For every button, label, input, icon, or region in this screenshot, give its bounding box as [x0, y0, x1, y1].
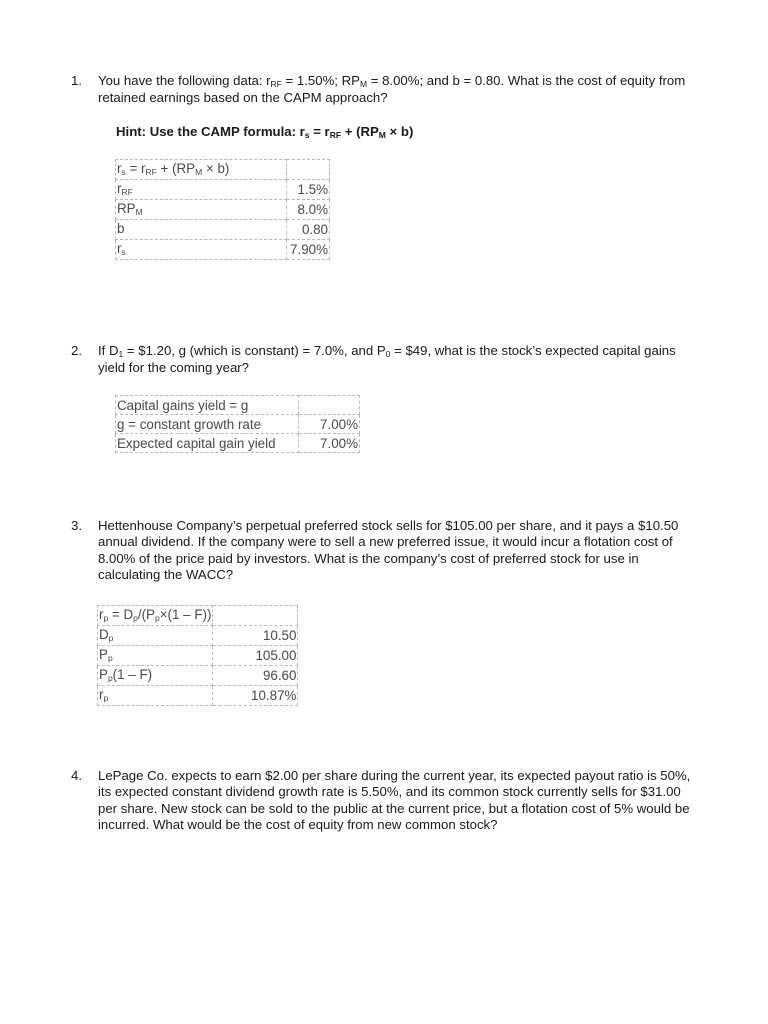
table-row	[98, 666, 298, 686]
question-number: 4.	[71, 768, 82, 783]
value-cell: 96.60	[213, 666, 298, 686]
table-row	[116, 396, 360, 415]
text-segment: × b)	[385, 124, 414, 139]
question-2	[71, 343, 691, 377]
label-cell: $r_{RF}$	[116, 180, 287, 200]
subscript: s	[304, 130, 310, 140]
hint-text	[116, 124, 413, 139]
label-cell: $P_p(1 - F)$	[98, 666, 213, 686]
label-cell: Capital gains yield = g	[116, 396, 299, 415]
text-segment: If D	[98, 343, 119, 358]
label-cell: b	[116, 220, 287, 240]
label-cell: $r_s$	[116, 240, 287, 260]
value-cell: 10.50	[213, 626, 298, 646]
subscript: 1	[118, 349, 124, 359]
text-segment: = r	[309, 124, 330, 139]
question-number: 3.	[71, 518, 82, 533]
value-cell: 8.0%	[287, 200, 330, 220]
subscript: RF	[329, 130, 342, 140]
label-cell: $RP_M$	[116, 200, 287, 220]
text-segment: + (RP	[341, 124, 379, 139]
question-3	[71, 518, 691, 584]
question-text	[98, 73, 691, 107]
text-segment: = 1.50%; RP	[281, 73, 360, 88]
question-text: LePage Co. expects to earn $2.00 per share during the current year, its expected payout ratio is 50%, its expected constant dividend growth rate is 5.50%, and its common stock currently sells for $31.00 per share. New stock can be sold to the public at the current price, but a flotation cost of 5% would be incurred. What would be the cost of equity from new common stock?	[98, 768, 691, 833]
value-cell: 10.87%	[213, 686, 298, 706]
formula-cell: $r_p = D_p/(P_p\times(1 - F))$	[98, 606, 213, 626]
table-row	[98, 606, 298, 626]
text-segment: Hint: Use the CAMP formula: r	[116, 124, 305, 139]
value-cell	[299, 396, 360, 415]
table-row	[116, 180, 330, 200]
value-cell: 7.00%	[299, 415, 360, 434]
question-4	[71, 768, 691, 834]
value-cell	[287, 160, 330, 180]
label-cell: $D_p$	[98, 626, 213, 646]
label-cell: $P_p$	[98, 646, 213, 666]
text-segment: = $1.20, g (which is constant) = 7.0%, and P	[123, 343, 386, 358]
value-cell: 0.80	[287, 220, 330, 240]
text-segment: = 8.00%; and b = 0.80. What is the cost of equity from retained earnings based on the CAPM approach?	[98, 73, 686, 106]
worksheet-table-q3	[97, 605, 298, 706]
subscript: 0	[385, 349, 391, 359]
value-cell: 7.00%	[299, 434, 360, 453]
question-text: Hettenhouse Company’s perpetual preferred stock sells for $105.00 per share, and it pays a $10.50 annual dividend. If the company were to sell a new preferred issue, it would incur a flotation cost of 8.00% of the price paid by investors. What is the company’s cost of preferred stock for use in calculating the WACC?	[98, 518, 679, 583]
label-cell: Expected capital gain yield	[116, 434, 299, 453]
table-row	[98, 686, 298, 706]
question-number: 2.	[71, 343, 82, 358]
value-cell: 7.90%	[287, 240, 330, 260]
subscript: M	[359, 79, 368, 89]
text-segment: You have the following data: r	[98, 73, 271, 88]
question-1	[71, 73, 691, 107]
value-cell: 1.5%	[287, 180, 330, 200]
table-row	[116, 200, 330, 220]
table-row	[116, 415, 360, 434]
value-cell: 105.00	[213, 646, 298, 666]
table-row	[116, 240, 330, 260]
value-cell	[213, 606, 298, 626]
subscript: M	[378, 130, 386, 140]
table-row	[98, 646, 298, 666]
label-cell: $r_p$	[98, 686, 213, 706]
table-row	[116, 220, 330, 240]
table-row	[98, 626, 298, 646]
worksheet-table-q1	[115, 159, 330, 260]
worksheet-table-q2	[115, 395, 360, 453]
table-row	[116, 160, 330, 180]
subscript: RF	[270, 79, 282, 89]
table-row	[116, 434, 360, 453]
text-segment: = $49, what is the stock’s expected capital gains yield for the coming year?	[98, 343, 676, 376]
question-number: 1.	[71, 73, 82, 88]
formula-cell: $r_s = r_{RF} + (RP_M \times b)$	[116, 160, 287, 180]
question-text	[98, 343, 691, 377]
label-cell: g = constant growth rate	[116, 415, 299, 434]
